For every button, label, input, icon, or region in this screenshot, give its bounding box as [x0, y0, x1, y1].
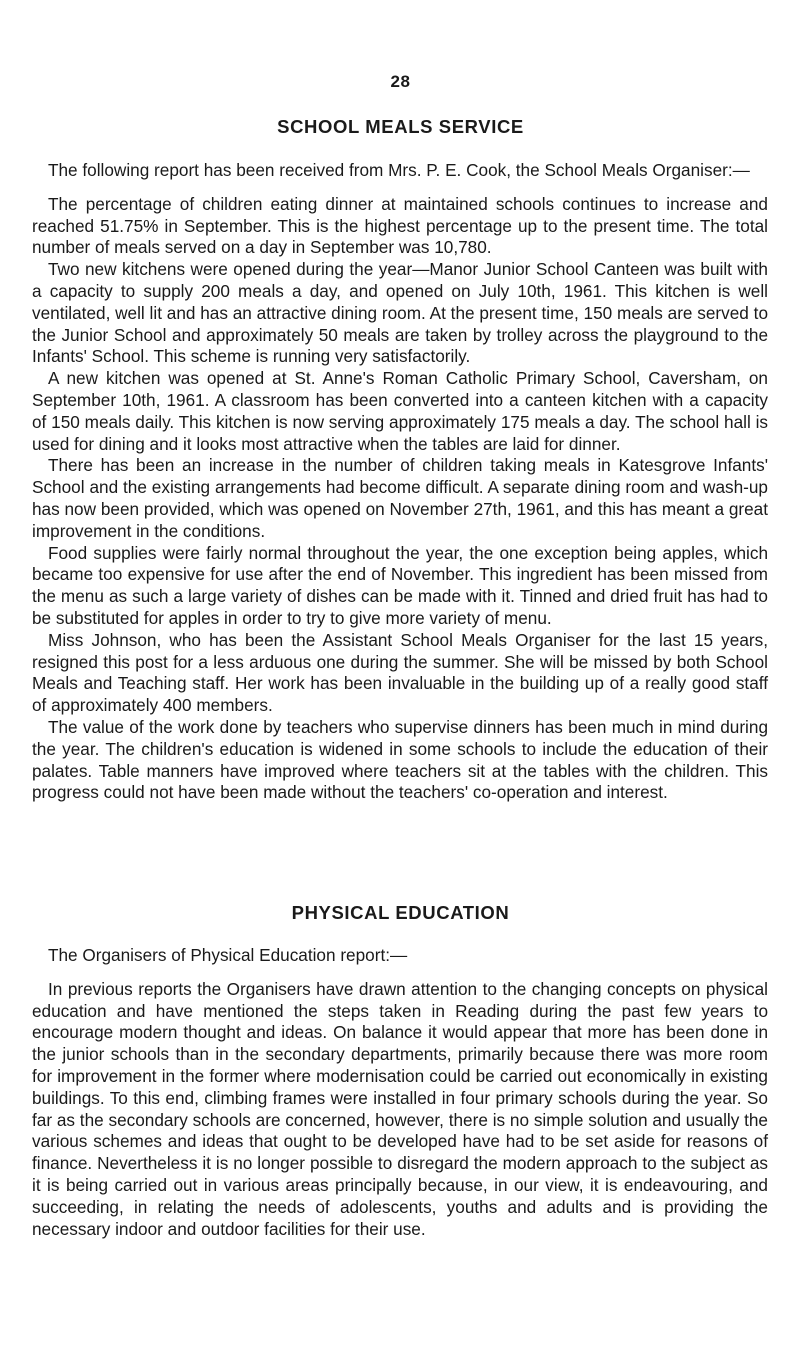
section-body-school-meals: [32, 160, 768, 804]
body-paragraph: Miss Johnson, who has been the Assistant School Meals Organiser for the last 15 years, resigned this post for a less arduous one during the summer. She will be missed by both School Meals and Teaching staff. Her work has been invaluable in the building up of a really good staff of approximately 400 members.: [32, 629, 768, 716]
body-paragraph: There has been an increase in the number of children taking meals in Katesgrove Infants' School and the existing arrangements had become difficult. A separate dining room and wash-up has now been provided, which was opened on November 27th, 1961, and this has meant a great improvement in the conditions.: [32, 455, 768, 541]
section-heading-school-meals: SCHOOL MEALS SERVICE: [277, 116, 524, 137]
body-paragraph: In previous reports the Organisers have drawn attention to the changing concepts on physical education and have mentioned the steps taken in Reading during the past few years to encourage modern thought and ideas. On balance it would appear that more has been done in the junior schools than in the secondary departments, primarily because there was more room for improvement in the former where modernisation could be carried out economically in existing buildings. To this end, climbing frames were installed in four primary schools during the year. So far as the secondary schools are concerned, however, there is no simple solution and usually the various schemes and ideas that ought to be developed have had to be set aside for reasons of finance. Nevertheless it is no longer possible to disregard the modern approach to the subject as it is being carried out in various areas principally because, in our view, it is endeavouring, and succeeding, in relating the needs of adolescents, youths and adults and is providing the necessary indoor and outdoor facilities for their use.: [32, 978, 768, 1239]
body-paragraph: A new kitchen was opened at St. Anne's Roman Catholic Primary School, Caversham, on September 10th, 1961. A classroom has been converted into a canteen kitchen with a capacity of 150 meals daily. This kitchen is now serving approximately 175 meals a day. The school hall is used for dining and it looks most attractive when the tables are laid for dinner.: [32, 368, 768, 454]
body-paragraph: The percentage of children eating dinner at maintained schools continues to increase and reached 51.75% in September. This is the highest percentage up to the present time. The total number of meals served on a day in September was 10,780.: [32, 193, 768, 258]
body-paragraph: Food supplies were fairly normal throughout the year, the one exception being apples, which became too expensive for use after the end of November. This ingredient has been missed from the menu as such a large variety of dishes can be made with it. Tinned and dried fruit has had to be substituted for apples in order to try to give more variety of menu.: [32, 542, 768, 628]
section-body-physical-education: [32, 945, 768, 1240]
body-paragraph: Two new kitchens were opened during the year—Manor Junior School Canteen was built with a capacity to supply 200 meals a day, and opened on July 10th, 1961. This kitchen is well ventilated, well lit and has an attractive dining room. At the present time, 150 meals are served to the Junior School and approximately 50 meals are taken by trolley across the playground to the Infants' School. This scheme is running very satisfactorily.: [32, 259, 768, 367]
intro-paragraph: The Organisers of Physical Education report:—: [48, 945, 408, 965]
page-number: 28: [390, 72, 411, 91]
body-paragraph: The value of the work done by teachers who supervise dinners has been much in mind during the year. The children's education is widened in some schools to include the education of their palates. Table manners have improved where teachers sit at the tables with the children. This progress could not have been made without the teachers' co-operation and interest.: [32, 716, 768, 803]
section-heading-physical-education: PHYSICAL EDUCATION: [291, 902, 510, 923]
intro-paragraph: The following report has been received from Mrs. P. E. Cook, the School Meals Organiser:—: [48, 160, 750, 180]
